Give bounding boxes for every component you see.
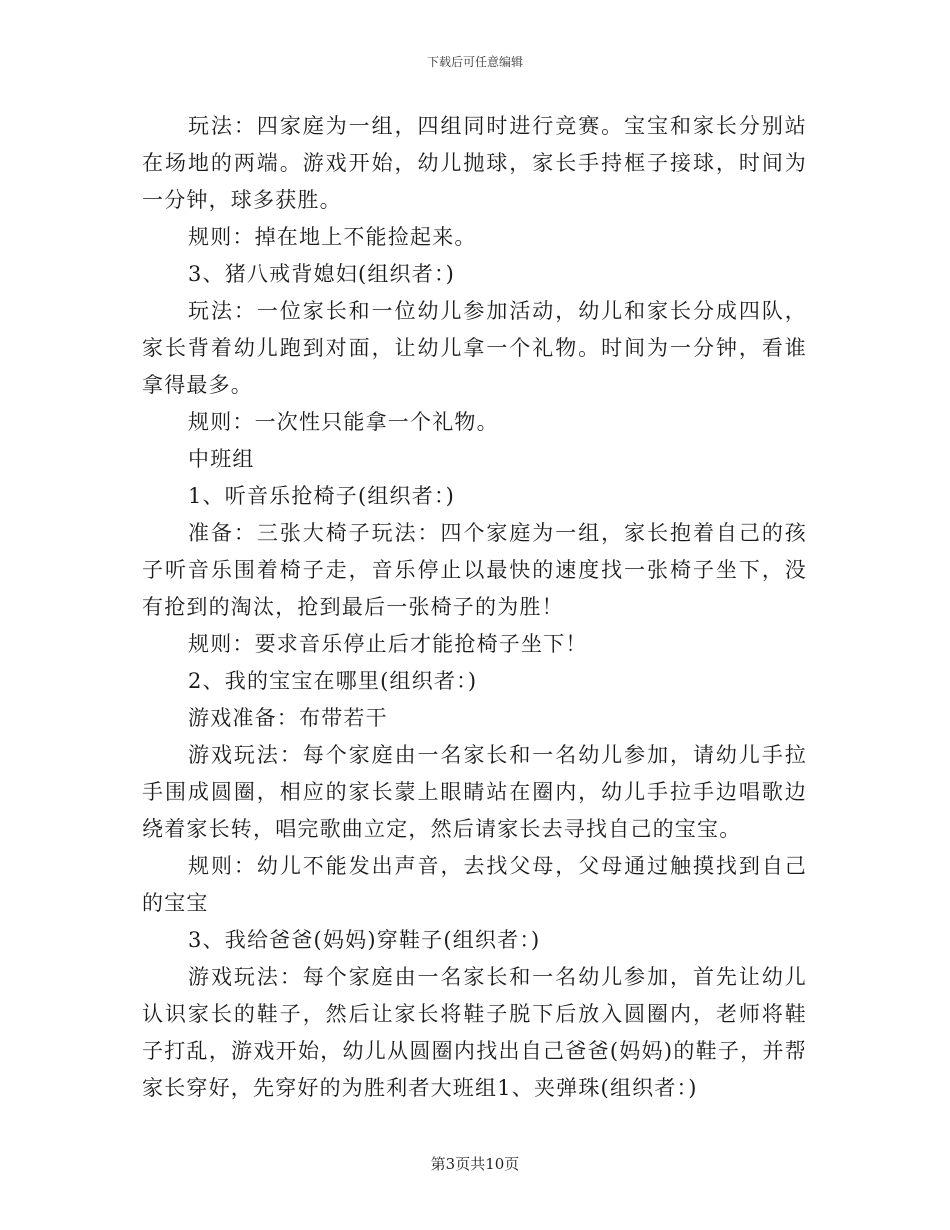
section-heading: 2、我的宝宝在哪里(组织者：) (188, 669, 478, 693)
section-heading: 3、我给爸爸(妈妈)穿鞋子(组织者：) (188, 928, 541, 952)
paragraph: 规则：掉在地上不能捡起来。 (188, 225, 477, 249)
paragraph: 游戏玩法：每个家庭由一名家长和一名幼儿参加，首先让幼儿认识家长的鞋子，然后让家长将鞋子脱下后放入圆圈内，老师将鞋子打乱，游戏开始，幼儿从圆圈内找出自己爸爸(妈妈)的鞋子，并帮家长穿好，先穿好的为胜利者大班组1、夹弹珠(组织者：) (142, 965, 807, 1100)
paragraph: 规则：一次性只能拿一个礼物。 (188, 410, 499, 434)
paragraph: 玩法：一位家长和一位幼儿参加活动，幼儿和家长分成四队，家长背着幼儿跑到对面，让幼儿拿一个礼物。时间为一分钟，看谁拿得最多。 (142, 299, 807, 397)
group-heading: 中班组 (188, 447, 255, 471)
page-number: 第3页共10页 (430, 1155, 520, 1173)
paragraph: 游戏玩法：每个家庭由一名家长和一名幼儿参加，请幼儿手拉手围成圆圈，相应的家长蒙上眼睛站在圈内，幼儿手拉手边唱歌边绕着家长转，唱完歌曲立定，然后请家长去寻找自己的宝宝。 (142, 743, 807, 841)
paragraph: 准备：三张大椅子玩法：四个家庭为一组，家长抱着自己的孩子听音乐围着椅子走，音乐停止以最快的速度找一张椅子坐下，没有抢到的淘汰，抢到最后一张椅子的为胜！ (142, 521, 807, 619)
paragraph: 规则：要求音乐停止后才能抢椅子坐下！ (188, 632, 588, 656)
document-body (142, 108, 807, 1107)
section-heading: 1、听音乐抢椅子(组织者：) (188, 484, 456, 508)
paragraph: 玩法：四家庭为一组，四组同时进行竞赛。宝宝和家长分别站在场地的两端。游戏开始，幼儿抛球，家长手持框子接球，时间为一分钟，球多获胜。 (142, 114, 807, 212)
paragraph: 游戏准备：布带若干 (188, 706, 388, 730)
paragraph: 规则：幼儿不能发出声音，去找父母，父母通过触摸找到自己的宝宝 (142, 854, 807, 915)
page-header: 下载后可任意编辑 (426, 55, 523, 69)
section-heading: 3、猪八戒背媳妇(组织者：) (188, 262, 456, 286)
